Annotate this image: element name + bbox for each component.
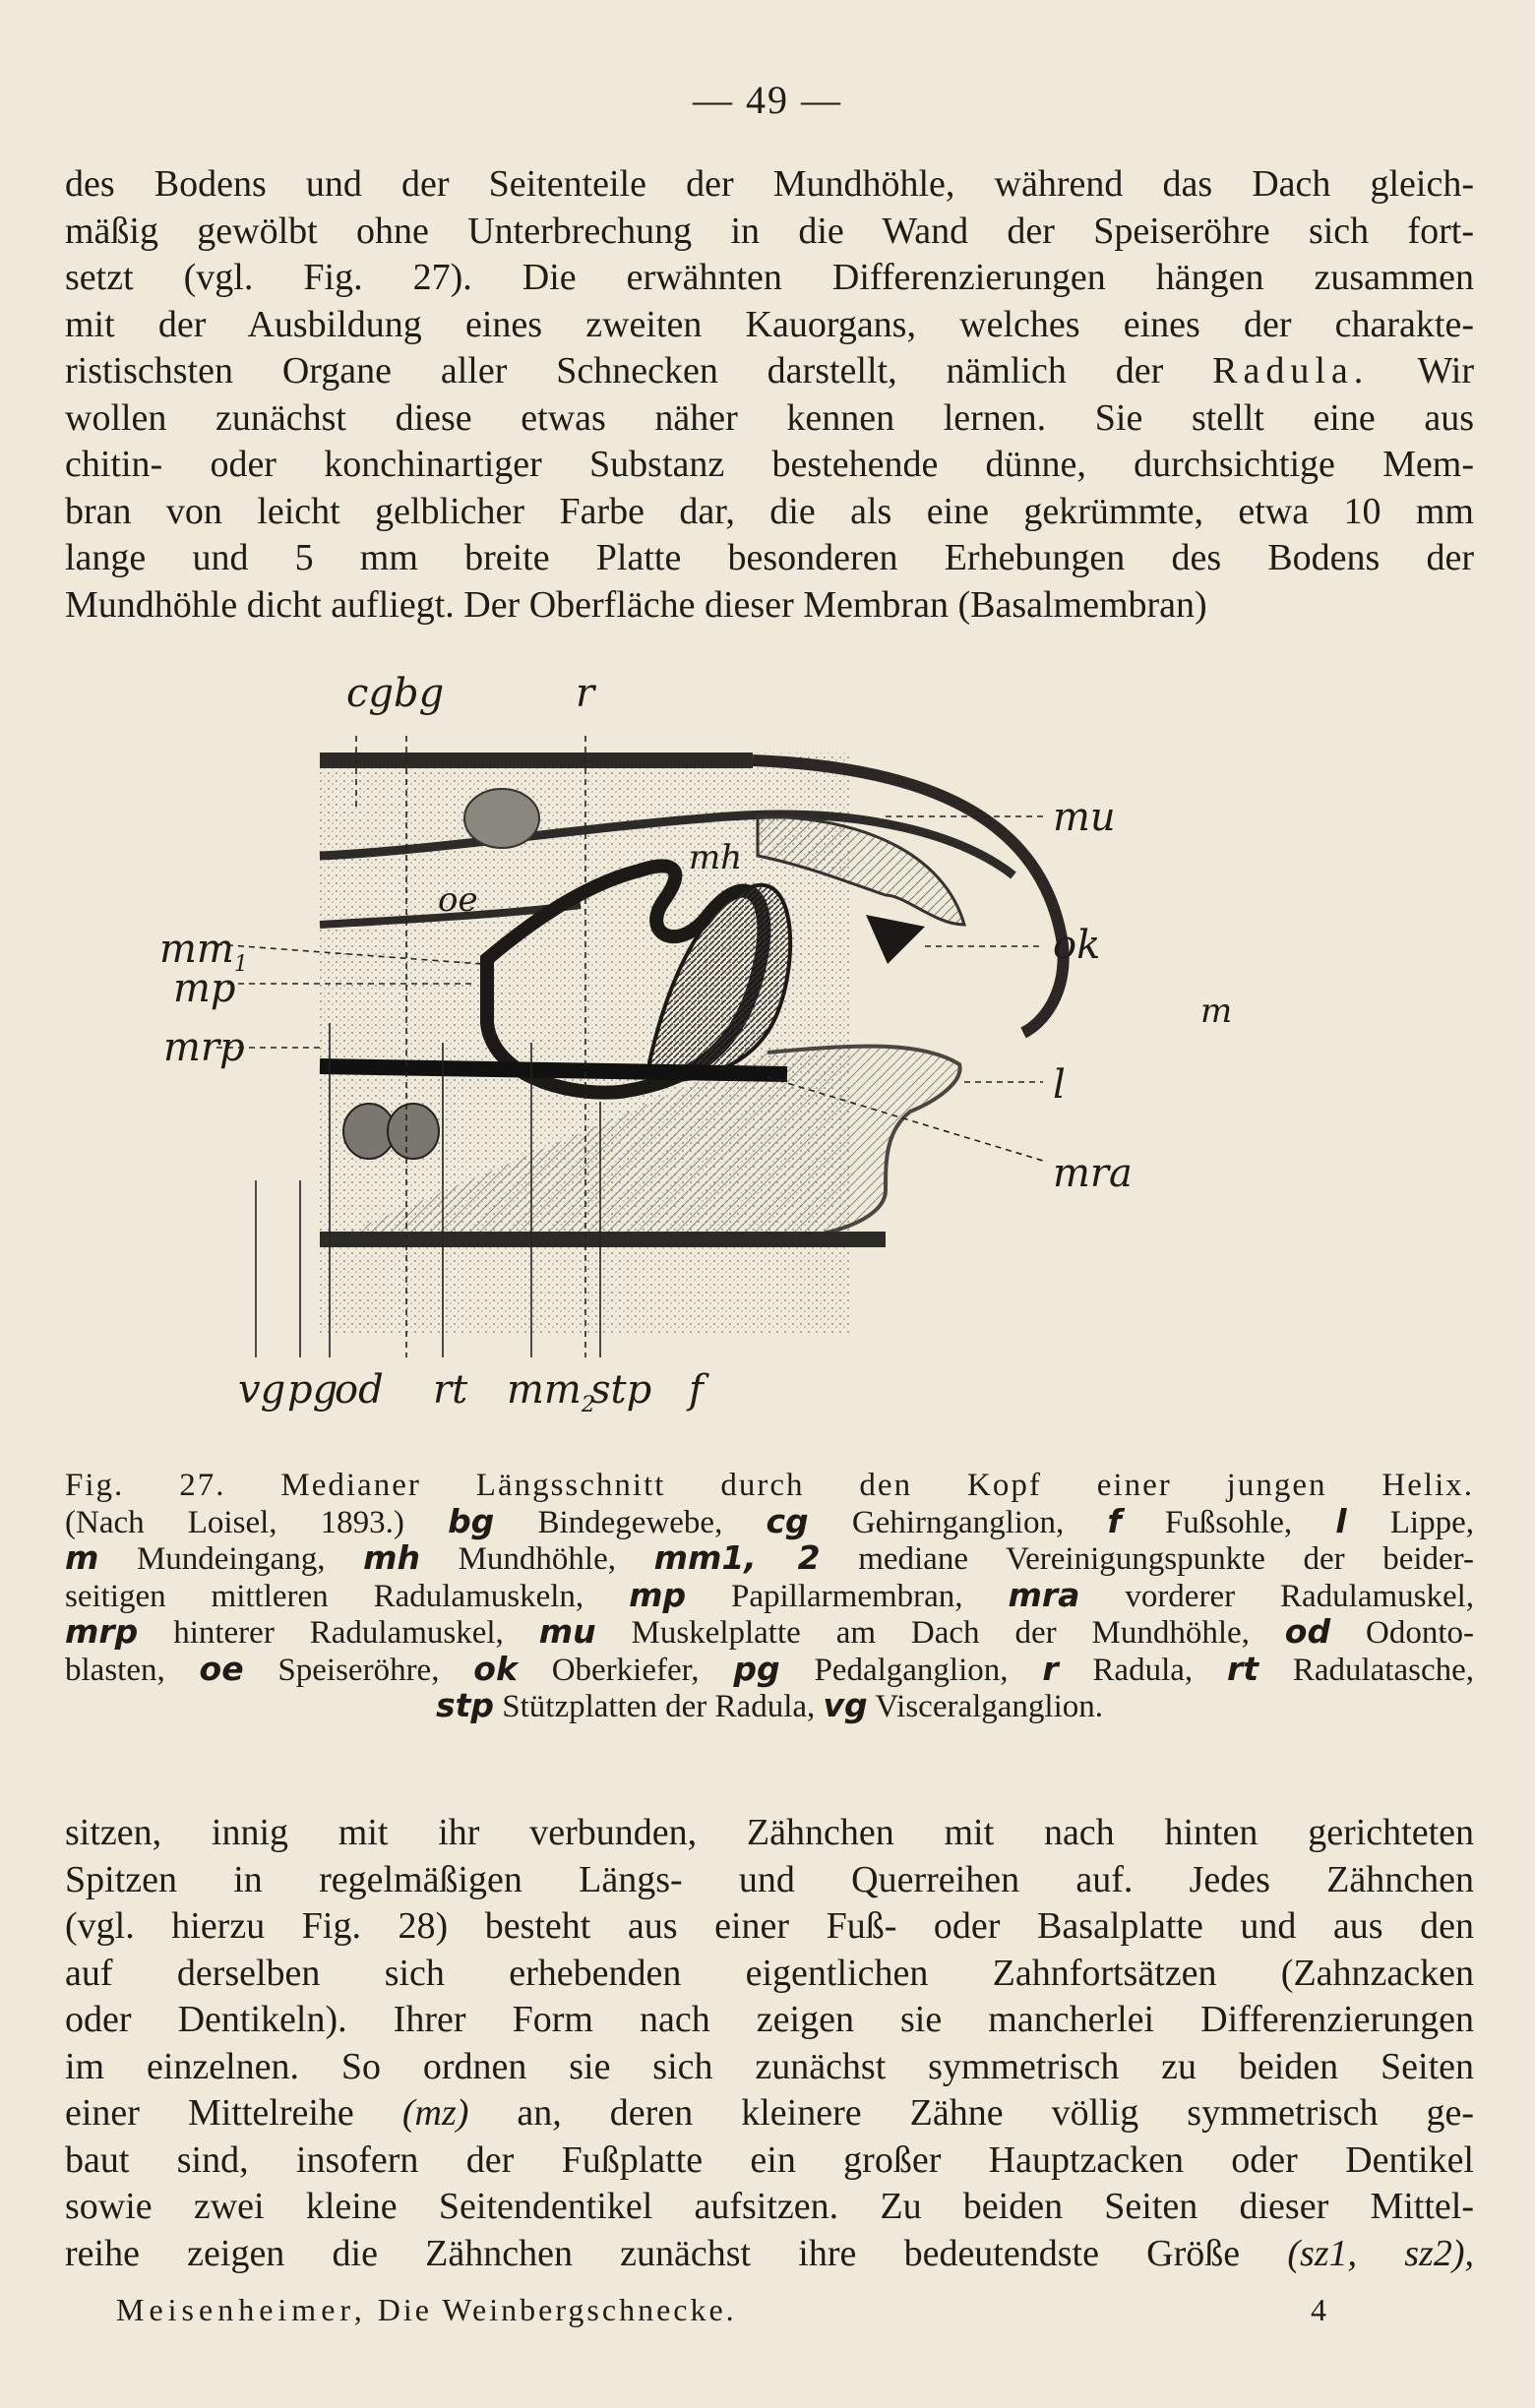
paragraph-bottom	[65, 1810, 1474, 2277]
label-mm2: $mm_2$	[507, 1367, 595, 1417]
caption-line: (Nach Loisel, 1893.) bg Bindegewebe, cg Gehirnganglion, f Fußsohle, l Lippe,	[65, 1501, 1474, 1540]
text-line: einer Mittelreihe (mz) an, deren kleinere Zähne völlig symmetrisch ge-	[65, 2092, 1475, 2134]
mz-term: (mz)	[401, 2092, 469, 2134]
text-line: baut sind, insofern der Fußplatte ein großer Hauptzacken oder Dentikel	[65, 2138, 1474, 2181]
label-mrp: mrp	[163, 1025, 245, 1070]
figure-27-illustration	[159, 669, 1358, 1436]
text-line: setzt (vgl. Fig. 27). Die erwähnten Differenzierungen hängen zusammen	[65, 257, 1474, 298]
upper-jaw	[866, 915, 925, 964]
text-line: bran von leicht gelblicher Farbe dar, die als eine gekrümmte, etwa 10 mm	[65, 490, 1474, 532]
text-line: mäßig gewölbt ohne Unterbrechung in die Wand der Speiseröhre sich fort-	[65, 210, 1474, 252]
text-line: auf derselben sich erhebenden eigentlichen Zahnfortsätzen (Zahnzacken	[65, 1952, 1474, 1994]
text-line: mit der Ausbildung eines zweiten Kauorgans, welches eines der charakte-	[65, 303, 1474, 345]
cerebral-ganglion	[464, 789, 539, 848]
label-mra: mra	[1053, 1151, 1133, 1196]
text-line: lange und 5 mm breite Platte besonderen Erhebungen des Bodens der	[65, 537, 1474, 578]
pedal-ganglion	[388, 1104, 439, 1159]
posterior-muscle	[320, 1066, 787, 1074]
text-line: Spitzen in regelmäßigen Längs- und Querreihen auf. Jedes Zähnchen	[65, 1858, 1474, 1900]
caption-line: mrp hinterer Radulamuskel, mu Muskelplatte am Dach der Mundhöhle, od Odonto-	[65, 1612, 1474, 1651]
label-m: m	[1200, 992, 1233, 1031]
label-vg: vg	[238, 1367, 286, 1413]
caption-line: seitigen mittleren Radulamuskeln, mp Papillarmembran, mra vorderer Radulamuskel,	[65, 1575, 1475, 1614]
signature-mark: 4	[1311, 2292, 1326, 2327]
footer-author: Meisenheimer,	[116, 2292, 367, 2327]
caption-line: stp Stützplatten der Radula, vg Visceralganglion.	[435, 1686, 1104, 1724]
text-line: oder Dentikeln). Ihrer Form nach zeigen sie mancherlei Differenzierungen	[65, 1999, 1474, 2040]
page-footer	[116, 2292, 1326, 2328]
size-terms: (sz1, sz2),	[1287, 2232, 1474, 2274]
page-number: — 49 —	[693, 78, 842, 122]
text-line: im einzelnen. So ordnen sie sich zunächst symmetrisch zu beiden Seiten	[65, 2045, 1474, 2087]
label-cg: cg	[346, 671, 395, 716]
label-mu: mu	[1053, 795, 1116, 840]
label-stp: stp	[590, 1367, 652, 1413]
figure-caption	[65, 1468, 1474, 1725]
label-oe: oe	[438, 880, 478, 920]
radula-term: Radula.	[1212, 350, 1370, 391]
text-line: sowie zwei kleine Seitendentikel aufsitzen. Zu beiden Seiten dieser Mittel-	[65, 2186, 1474, 2227]
caption-line: m Mundeingang, mh Mundhöhle, mm1, 2 mediane Vereinigungspunkte der beider-	[65, 1538, 1474, 1577]
text-line: (vgl. hierzu Fig. 28) besteht aus einer Fuß- oder Basalplatte und aus den	[65, 1905, 1474, 1947]
label-l: l	[1053, 1062, 1066, 1108]
text-line: ristischsten Organe aller Schnecken darstellt, nämlich der Radula. Wir	[65, 350, 1475, 391]
label-mp: mp	[173, 966, 236, 1011]
label-pg: pg	[287, 1367, 338, 1413]
paragraph-top	[65, 161, 1474, 629]
label-f: f	[689, 1367, 704, 1413]
caption-line: blasten, oe Speiseröhre, ok Oberkiefer, pg Pedalganglion, r Radula, rt Radulatasche,	[65, 1649, 1475, 1688]
label-od: od	[335, 1367, 384, 1413]
text-line: sitzen, innig mit ihr verbunden, Zähnchen mit nach hinten gerichteten	[65, 1812, 1474, 1853]
dorsal-band	[320, 752, 753, 768]
label-rt: rt	[433, 1367, 468, 1413]
text-line: des Bodens und der Seitenteile der Mundhöhle, während das Dach gleich-	[65, 163, 1474, 205]
label-mh: mh	[689, 838, 743, 877]
footer-title: Die Weinbergschnecke.	[377, 2292, 737, 2327]
label-r: r	[576, 671, 595, 716]
label-bg: bg	[394, 671, 445, 716]
text-line: wollen zunächst diese etwas näher kennen lernen. Sie stellt eine aus	[65, 396, 1474, 439]
text-line: Mundhöhle dicht aufliegt. Der Oberfläche dieser Membran (Basalmembran)	[65, 583, 1207, 626]
caption-line: Fig. 27. Medianer Längsschnitt durch den Kopf einer jungen Helix.	[65, 1468, 1474, 1503]
text-line: reihe zeigen die Zähnchen zunächst ihre bedeutendste Größe (sz1, sz2),	[65, 2232, 1474, 2274]
label-mm1: $mm_1$	[159, 927, 248, 977]
text-line: chitin- oder konchinartiger Substanz bestehende dünne, durchsichtige Mem-	[65, 444, 1474, 485]
label-ok: ok	[1053, 923, 1101, 968]
helix-head-section-drawing	[177, 669, 1358, 1436]
